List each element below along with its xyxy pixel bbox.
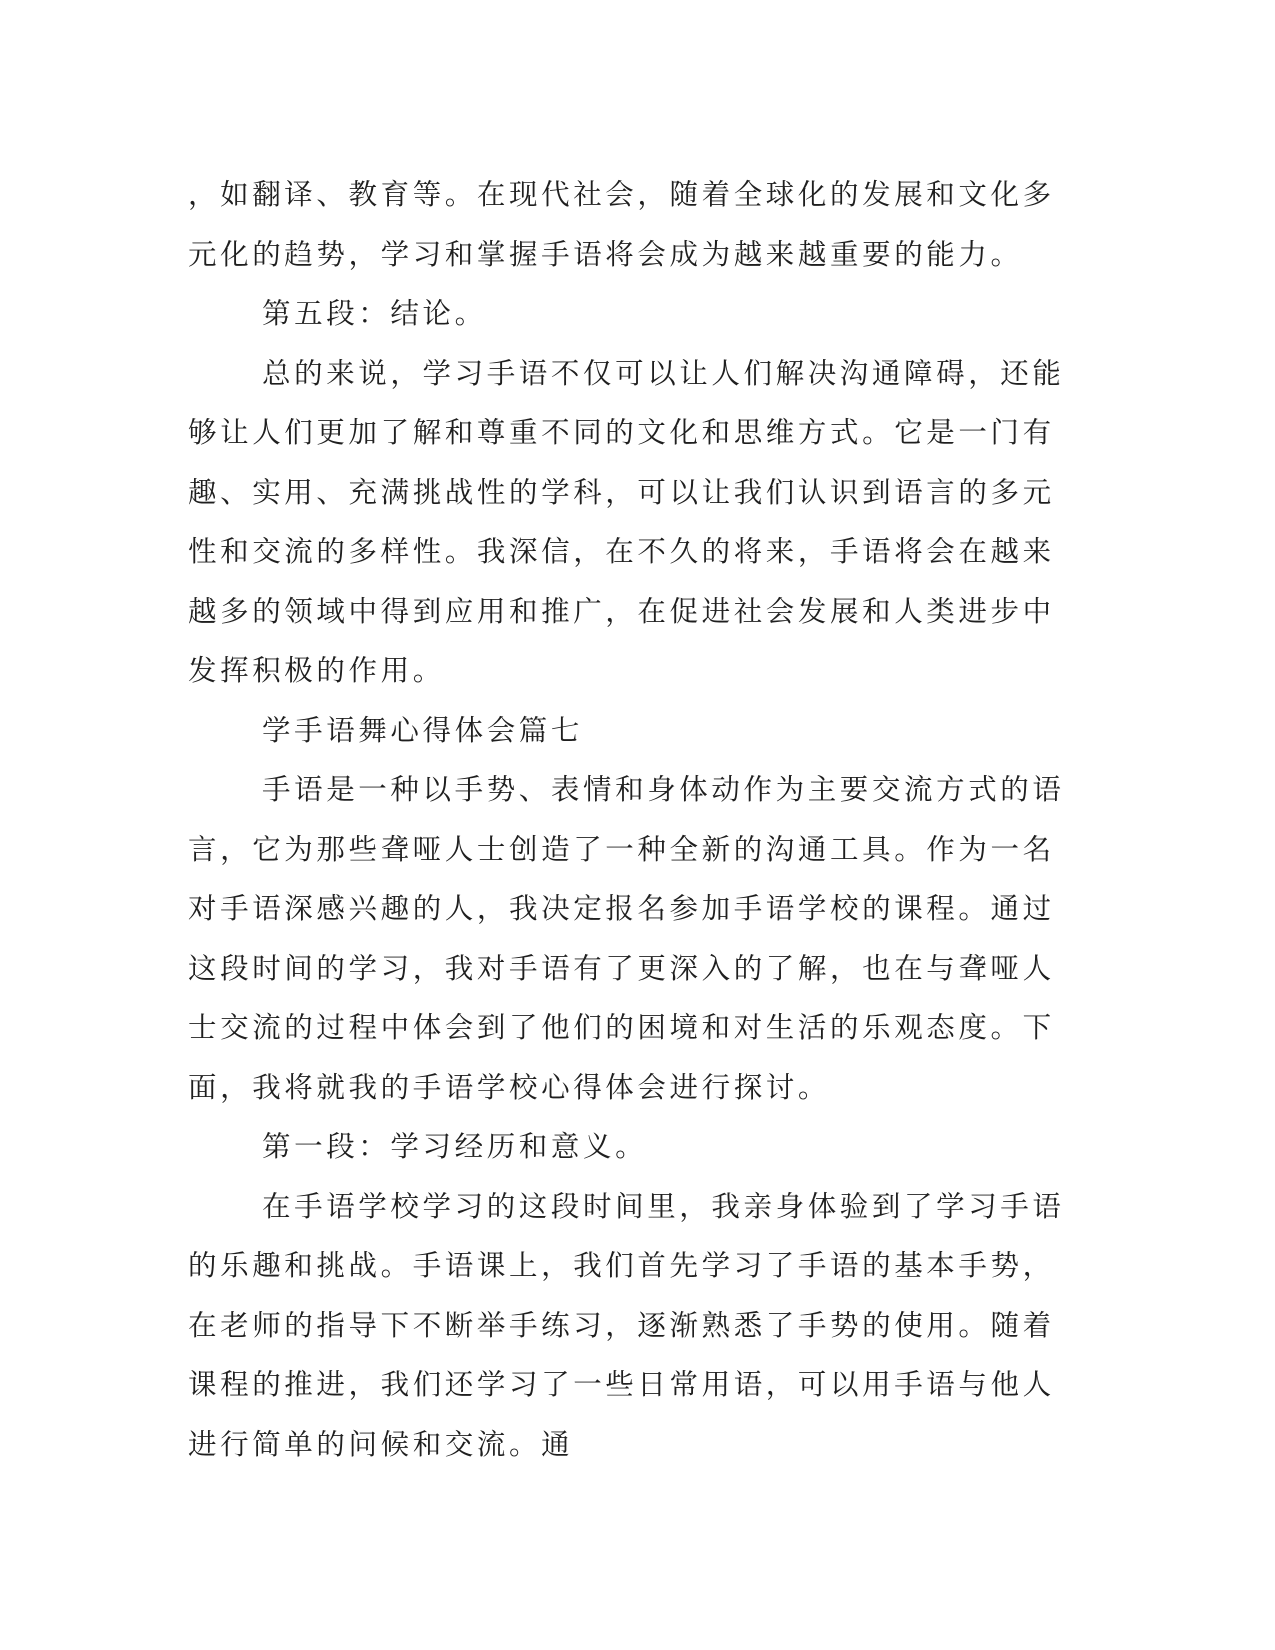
- document-body: [188, 165, 1078, 1474]
- section-heading-conclusion: 第五段：结论。: [262, 297, 487, 330]
- section-heading-experience: 第一段：学习经历和意义。: [262, 1130, 648, 1163]
- paragraph-continuation: ，如翻译、教育等。在现代社会，随着全球化的发展和文化多元化的趋势，学习和掌握手语将会成为越来越重要的能力。: [188, 178, 1055, 271]
- paragraph-intro: 手语是一种以手势、表情和身体动作为主要交流方式的语言，它为那些聋哑人士创造了一种全新的沟通工具。作为一名对手语深感兴趣的人，我决定报名参加手语学校的课程。通过这段时间的学习，我对手语有了更深入的了解，也在与聋哑人士交流的过程中体会到了他们的困境和对生活的乐观态度。下面，我将就我的手语学校心得体会进行探讨。: [188, 773, 1065, 1104]
- paragraph-conclusion: 总的来说，学习手语不仅可以让人们解决沟通障碍，还能够让人们更加了解和尊重不同的文化和思维方式。它是一门有趣、实用、充满挑战性的学科，可以让我们认识到语言的多元性和交流的多样性。我深信，在不久的将来，手语将会在越来越多的领域中得到应用和推广，在促进社会发展和人类进步中发挥积极的作用。: [188, 356, 1065, 687]
- article-title: 学手语舞心得体会篇七: [262, 713, 584, 747]
- paragraph-experience: 在手语学校学习的这段时间里，我亲身体验到了学习手语的乐趣和挑战。手语课上，我们首先学习了手语的基本手势，在老师的指导下不断举手练习，逐渐熟悉了手势的使用。随着课程的推进，我们还学习了一些日常用语，可以用手语与他人进行简单的问候和交流。通: [188, 1189, 1065, 1461]
